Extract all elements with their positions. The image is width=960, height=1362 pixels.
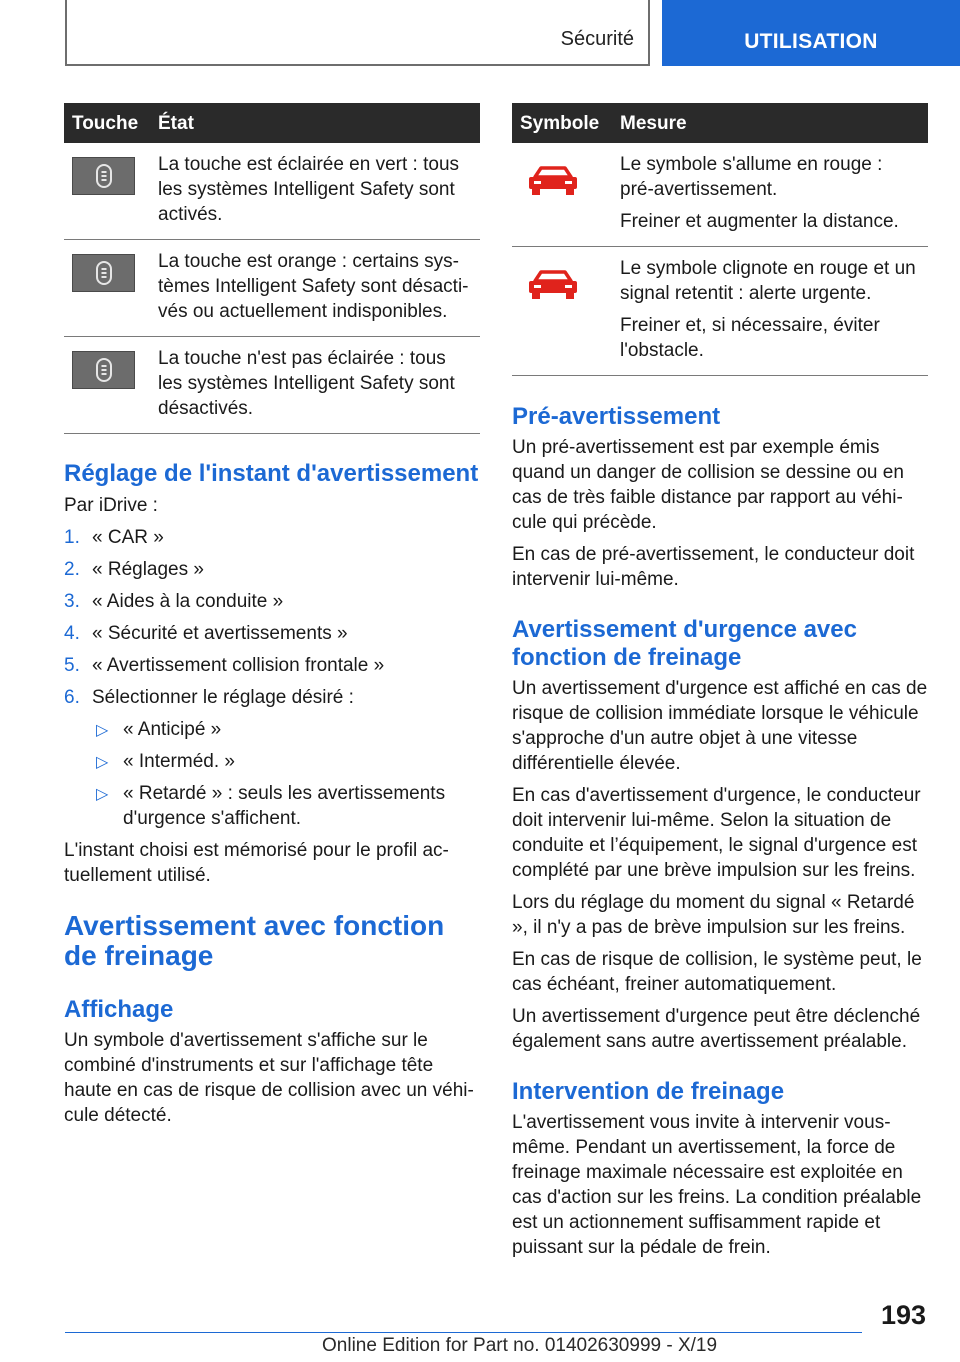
chapter-tab [662,0,960,66]
list-item [64,525,480,550]
list-item [92,781,480,831]
status-text: La touche est éclairée en vert : tous les systèmes Intelligent Safety sont activés. [150,143,480,240]
table-row [512,143,928,247]
reglage-intro: Par iDrive : [64,495,158,516]
reglage-note: L'instant choisi est mémorisé pour le profil actuellement utilisé. [64,840,449,886]
right-column [512,103,928,1260]
settings-steps [64,525,480,831]
table-header-row [512,103,928,143]
footer-divider [65,1332,862,1333]
step-text: « Avertissement collision frontale » [92,655,385,676]
step-text: « Aides à la conduite » [92,591,284,612]
section-heading-avertissement: Avertissement avec fonction de freinage [64,910,445,971]
icon-cell [64,337,150,434]
action-text: Freiner et augmenter la distance. [620,211,899,232]
table-header-row [64,103,480,143]
list-item [64,685,480,831]
list-item [92,717,480,742]
step-number: 6. [64,687,80,708]
column-header: Touche [64,103,150,143]
subsection-heading-intervention: Intervention de freinage [512,1078,785,1105]
column-header: Symbole [512,103,612,143]
list-item [64,557,480,582]
paragraph: Un avertissement d'urgence est affiché en cas de risque de collision immédiate lorsque le véhicule s'approche d'un autre objet à une vitesse différentielle élevée. [512,678,928,774]
step-number: 3. [64,591,80,612]
affichage-text: Un symbole d'avertissement s'affiche sur le combiné d'instruments et sur l'affichage tête haute en cas de risque de collision avec un véhicule détecté. [64,1030,474,1126]
step-number: 2. [64,559,80,580]
step-number: 5. [64,655,80,676]
action-cell [612,247,928,376]
chapter-label: UTILISATION [744,30,878,53]
intelligent-safety-button-icon [72,157,135,195]
section-heading-reglage: Réglage de l'instant d'avertissement [64,460,479,487]
paragraph: Un pré-avertissement est par exemple émis quand un danger de collision se dessine ou en cas de très faible distance par rapport au véhicule qui précède. [512,437,904,533]
option-text: « Retardé » : seuls les avertissements d'urgence s'affichent. [123,783,446,829]
icon-cell [512,143,612,247]
left-column [64,103,480,1128]
status-text: La touche n'est pas éclairée : tous les systèmes Intelligent Safety sont désactivés. [150,337,480,434]
paragraph: En cas d'avertissement d'urgence, le conducteur doit intervenir lui-même. Selon la situation de conduite et l’équipement, le signal d'urgence est complété par une brève impulsion sur les freins. [512,785,921,881]
triangle-bullet-icon: ▷ [96,786,109,803]
action-text: Le symbole s'allume en rouge : pré-avertissement. [620,154,883,200]
option-text: « Interméd. » [123,751,235,772]
red-car-warning-icon [526,163,580,197]
icon-cell [64,240,150,337]
option-text: « Anticipé » [123,719,222,740]
table-row [64,240,480,337]
table-row [64,337,480,434]
step-number: 1. [64,527,80,548]
paragraph: Lors du réglage du moment du signal « Retardé », il n'y a pas de brève impulsion sur les freins. [512,892,915,938]
button-status-table [64,103,480,434]
icon-cell [64,143,150,240]
list-item [64,653,480,678]
paragraph: L'avertissement vous invite à intervenir vous-même. Pendant un avertissement, la force de freinage maximale nécessaire est exploitée en cas d'action sur les freins. La condition préalable est un actionnement suffisamment rapide et puissant sur la pédale de frein. [512,1112,922,1258]
step-text: « CAR » [92,527,164,548]
section-title: Sécurité [560,28,634,50]
paragraph: Un avertissement d'urgence peut être déclenché également sans autre avertissement préalable. [512,1006,921,1052]
column-header: Mesure [612,103,928,143]
list-item [64,621,480,646]
red-car-warning-icon [526,267,580,301]
triangle-bullet-icon: ▷ [96,722,109,739]
action-text: Freiner et, si nécessaire, éviter l'obstacle. [620,315,880,361]
action-cell [612,143,928,247]
icon-cell [512,247,612,376]
intelligent-safety-button-icon [72,351,135,389]
footer-edition: Online Edition for Part no. 01402630999 - X/19 [322,1335,718,1356]
symbol-action-table [512,103,928,376]
step-text: « Sécurité et avertissements » [92,623,348,644]
step-text: Sélectionner le réglage désiré : [92,687,354,708]
table-row [512,247,928,376]
table-row [64,143,480,240]
step-number: 4. [64,623,80,644]
triangle-bullet-icon: ▷ [96,754,109,771]
subsection-heading-affichage: Affichage [64,996,174,1023]
page-number: 193 [880,1300,926,1330]
subsection-heading-pre-avertissement: Pré-avertissement [512,403,721,430]
setting-options [92,717,480,831]
action-text: Le symbole clignote en rouge et un signal retentit : alerte urgente. [620,258,916,304]
status-text: La touche est orange : certains systèmes Intelligent Safety sont désactivés ou actuellement indisponibles. [150,240,480,337]
paragraph: En cas de pré-avertissement, le conducteur doit intervenir lui-même. [512,544,915,590]
step-text: « Réglages » [92,559,204,580]
column-header: État [150,103,480,143]
list-item [64,589,480,614]
subsection-heading-urgence: Avertissement d'urgence avec fonction de freinage [512,616,857,671]
list-item [92,749,480,774]
paragraph: En cas de risque de collision, le système peut, le cas échéant, freiner automatiquement. [512,949,922,995]
intelligent-safety-button-icon [72,254,135,292]
